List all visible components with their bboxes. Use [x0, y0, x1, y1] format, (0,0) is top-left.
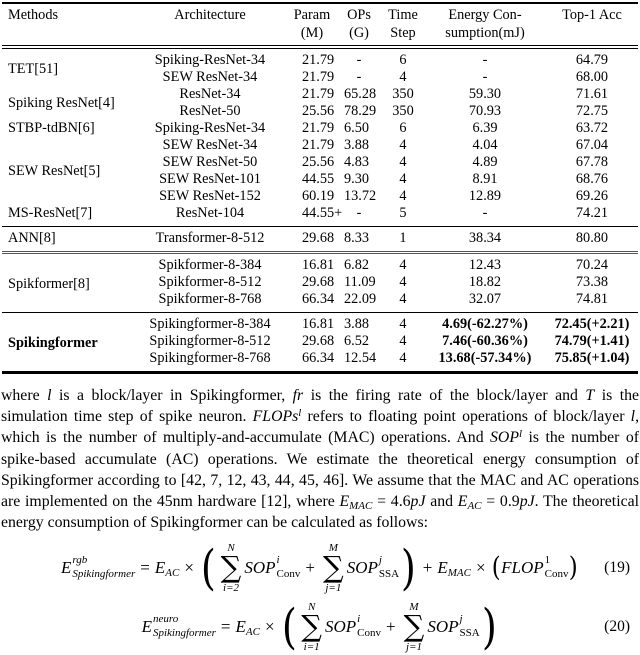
times-sign: × — [184, 557, 194, 577]
acc-cell: 67.04 — [575, 137, 609, 153]
sum-upper-limit: N — [307, 600, 316, 613]
ops-cell: 65.28 — [344, 86, 377, 102]
arch-cell: Transformer-8-512 — [155, 230, 265, 246]
energy-cell: 6.39 — [472, 120, 498, 136]
energy-term-neuro — [142, 613, 216, 641]
math-superscript: j — [378, 554, 382, 567]
table-section-spikingformer — [2, 313, 638, 373]
col-header-time-line1: Time — [388, 7, 418, 23]
sop-conv-term — [244, 554, 300, 582]
table-row — [2, 47, 638, 69]
math-superscript: l — [519, 428, 523, 441]
equation-20 — [0, 599, 640, 655]
math-var: E — [154, 557, 166, 577]
col-header-energy — [424, 3, 546, 47]
text-run: is the firing rate of the block/layer and — [303, 387, 586, 404]
acc-cell: 80.80 — [575, 230, 609, 246]
table-row — [2, 313, 638, 334]
sum-lower-limit: i=1 — [303, 640, 320, 653]
energy-cell: 7.46(-60.36%) — [442, 333, 528, 349]
acc-cell: 71.61 — [575, 86, 609, 102]
energy-cell: 18.82 — [468, 274, 502, 290]
math-var: pJ — [519, 492, 535, 510]
math-subscript: Spikingformer — [152, 626, 216, 639]
param-cell: 60.19 — [302, 188, 335, 204]
sop-ssa-term — [427, 613, 479, 641]
text-run: is the number of spike-based accumulate (AC) operations. We estimate the theoretical energy consumption of Spikingformer according to [42, 7, 12, 43, 44, 45, 46]. We assume that the MAC and AC operations are implemented on the 45nm hardware [12], where — [1, 429, 639, 510]
acc-cell: 74.79(+1.41) — [554, 333, 630, 349]
math-var: E — [141, 616, 152, 636]
summation-conv — [221, 542, 242, 595]
acc-cell: 74.21 — [575, 205, 609, 221]
arch-cell: Spikformer-8-384 — [158, 257, 262, 273]
col-header-methods: Methods — [2, 3, 132, 47]
text-run: is the simulation time step of spike neuron. — [1, 387, 640, 425]
sigma-symbol: ∑ — [403, 609, 425, 644]
math-var: SOP — [490, 429, 519, 447]
table-header — [2, 3, 638, 47]
right-paren: ) — [400, 539, 416, 596]
param-cell: 66.34 — [302, 291, 335, 307]
text-run: = 4.6 — [372, 492, 411, 510]
timestep-cell: 4 — [399, 316, 407, 332]
ops-cell: - — [356, 69, 362, 85]
method-cell: SEW ResNet[5] — [8, 162, 101, 179]
eac-term — [236, 617, 260, 637]
ops-cell: 6.50 — [344, 120, 370, 136]
method-cell: Spiking ResNet[4] — [8, 94, 115, 111]
math-var: FLOP — [501, 557, 544, 577]
math-var: l — [630, 407, 636, 425]
math-var: E — [457, 492, 468, 510]
col-header-param-line2: (M) — [300, 25, 324, 41]
results-table — [2, 2, 638, 374]
energy-cell: 32.07 — [468, 291, 502, 307]
math-var: fr — [292, 387, 304, 404]
timestep-cell: 1 — [399, 230, 407, 246]
energy-cell: 4.69(-62.27%) — [442, 316, 528, 332]
math-var: l — [47, 387, 52, 404]
table-row — [2, 86, 638, 103]
ops-cell: 3.88 — [344, 137, 370, 153]
energy-cell: 12.43 — [468, 257, 502, 273]
summation-ssa — [404, 601, 425, 654]
timestep-cell: 4 — [399, 154, 407, 170]
timestep-cell: 6 — [399, 120, 407, 136]
math-superscript: i — [357, 613, 361, 626]
param-cell: 29.68 — [302, 274, 335, 290]
sum-upper-limit: N — [227, 541, 235, 554]
math-subscript: SSA — [459, 626, 480, 639]
col-header-param — [288, 3, 336, 47]
math-var: E — [235, 616, 246, 636]
energy-cell: 38.34 — [468, 230, 502, 246]
acc-cell: 73.38 — [575, 274, 609, 290]
sigma-symbol: ∑ — [220, 550, 242, 585]
text-run: = 0.9 — [481, 492, 520, 510]
paper-page — [0, 2, 640, 655]
sop-conv-term — [325, 613, 381, 641]
math-subscript: Conv — [357, 626, 382, 639]
math-var: E — [437, 557, 448, 577]
ops-cell: - — [356, 205, 362, 221]
ops-cell: 6.52 — [344, 333, 370, 349]
equals-sign: = — [140, 557, 150, 577]
acc-cell: 69.26 — [575, 188, 609, 204]
param-cell: 29.68 — [302, 333, 335, 349]
summation-ssa — [323, 542, 344, 595]
timestep-cell: 4 — [399, 188, 407, 204]
eac-term — [155, 558, 179, 578]
energy-term-rgb — [61, 554, 135, 582]
col-header-acc: Top-1 Acc — [546, 3, 638, 47]
sum-lower-limit: j=1 — [405, 640, 422, 653]
table-section-resnets — [2, 47, 638, 227]
math-subscript: Conv — [276, 567, 301, 580]
timestep-cell: 4 — [399, 69, 407, 85]
param-cell: 44.55+ — [302, 205, 343, 221]
summation-conv — [301, 601, 322, 654]
table-row — [2, 253, 638, 275]
timestep-cell: 4 — [399, 137, 407, 153]
arch-cell: Spikingformer-8-512 — [149, 333, 271, 349]
math-var: SOP — [427, 616, 459, 636]
param-cell: 16.81 — [302, 257, 335, 273]
emac-term — [437, 558, 471, 578]
math-subscript: AC — [165, 566, 180, 579]
acc-cell: 67.78 — [575, 154, 609, 170]
arch-cell: SEW ResNet-34 — [162, 137, 258, 153]
ops-cell: 78.29 — [344, 103, 377, 119]
text-run: is a block/layer in Spikingformer, — [51, 387, 293, 404]
arch-cell: SEW ResNet-152 — [159, 188, 261, 204]
col-header-timestep — [382, 3, 424, 47]
acc-cell: 63.72 — [575, 120, 609, 136]
timestep-cell: 350 — [392, 86, 414, 102]
equation-19 — [0, 537, 640, 599]
math-var: T — [585, 387, 595, 404]
arch-cell: Spiking-ResNet-34 — [154, 52, 266, 68]
energy-cell: 4.89 — [472, 154, 498, 170]
arch-cell: SEW ResNet-50 — [162, 154, 258, 170]
timestep-cell: 4 — [399, 291, 407, 307]
energy-cell: - — [482, 205, 488, 221]
energy-cell: - — [482, 69, 488, 85]
math-subscript: Spikingformer — [72, 567, 136, 580]
col-header-ops-line2: (G) — [349, 25, 369, 41]
param-cell: 21.79 — [302, 86, 335, 102]
param-cell: 21.79 — [302, 137, 335, 153]
left-paren: ( — [281, 598, 297, 655]
math-superscript: i — [276, 554, 280, 567]
math-var: SOP — [325, 616, 357, 636]
energy-cell: 59.30 — [468, 86, 502, 102]
arch-cell: ResNet-104 — [175, 205, 245, 221]
math-superscript: rgb — [72, 554, 88, 567]
timestep-cell: 4 — [399, 333, 407, 349]
ops-cell: 11.09 — [344, 274, 376, 290]
timestep-cell: 6 — [399, 52, 407, 68]
param-cell: 16.81 — [302, 316, 335, 332]
times-sign: × — [264, 616, 275, 636]
plus-sign: + — [422, 557, 433, 577]
timestep-cell: 4 — [399, 257, 407, 273]
ops-cell: 13.72 — [344, 188, 377, 204]
arch-cell: Spiking-ResNet-34 — [154, 120, 266, 136]
ops-cell: 4.83 — [344, 154, 370, 170]
param-cell: 21.79 — [302, 52, 335, 68]
arch-cell: SEW ResNet-101 — [159, 171, 261, 187]
method-cell: TET[51] — [8, 60, 59, 77]
arch-cell: SEW ResNet-34 — [162, 69, 258, 85]
body-paragraph — [1, 386, 639, 534]
math-var: E — [60, 557, 72, 577]
acc-cell: 64.79 — [575, 52, 609, 68]
math-var: E — [339, 492, 350, 510]
text-run: refers to floating point operations of block/layer — [301, 407, 631, 425]
energy-cell: - — [482, 52, 488, 68]
param-cell: 21.79 — [302, 120, 335, 136]
param-cell: 29.68 — [302, 230, 335, 246]
table-row — [2, 120, 638, 137]
table-row — [2, 205, 638, 227]
left-paren: ( — [200, 539, 216, 596]
param-cell: 21.79 — [302, 69, 335, 85]
energy-cell: 12.89 — [468, 188, 502, 204]
math-var: FLOPs — [252, 407, 299, 425]
math-var: pJ — [410, 492, 426, 510]
right-paren: ) — [569, 552, 579, 584]
arch-cell: Spikformer-8-512 — [158, 274, 262, 290]
method-cell: ANN[8] — [8, 230, 56, 246]
timestep-cell: 5 — [399, 205, 407, 221]
timestep-cell: 4 — [399, 274, 407, 290]
equals-sign: = — [220, 616, 231, 636]
param-cell: 44.55 — [302, 171, 335, 187]
table-section-spikformer — [2, 253, 638, 313]
ops-cell: - — [356, 52, 362, 68]
acc-cell: 68.00 — [575, 69, 609, 85]
arch-cell: ResNet-50 — [179, 103, 241, 119]
table-section-ann — [2, 227, 638, 253]
right-paren: ) — [481, 598, 497, 655]
math-superscript: neuro — [152, 613, 179, 626]
equation-number: (19) — [604, 558, 630, 576]
acc-cell: 75.85(+1.04) — [554, 350, 630, 366]
acc-cell: 70.24 — [575, 257, 609, 273]
timestep-cell: 4 — [399, 350, 407, 366]
col-header-param-line1: Param — [293, 7, 331, 23]
math-superscript: l — [298, 406, 302, 419]
times-sign: × — [476, 557, 486, 577]
acc-cell: 68.76 — [575, 171, 609, 187]
math-subscript: AC — [245, 625, 260, 638]
method-cell: STBP-tdBN[6] — [8, 120, 95, 136]
math-var: SOP — [244, 557, 276, 577]
sum-lower-limit: j=1 — [325, 581, 342, 594]
param-cell: 25.56 — [302, 154, 335, 170]
arch-cell: Spikingformer-8-384 — [149, 316, 271, 332]
sigma-symbol: ∑ — [301, 609, 322, 644]
acc-cell: 74.81 — [575, 291, 609, 307]
ops-cell: 3.88 — [344, 316, 370, 332]
math-subscript: SSA — [378, 567, 400, 580]
math-superscript: 1 — [544, 554, 551, 567]
method-cell: MS-ResNet[7] — [8, 205, 93, 221]
text-run: and — [425, 492, 458, 510]
energy-cell: 13.68(-57.34%) — [438, 350, 532, 366]
sigma-symbol: ∑ — [322, 550, 344, 585]
col-header-time-line2: Step — [390, 25, 416, 41]
plus-sign: + — [305, 557, 315, 577]
param-cell: 66.34 — [302, 350, 335, 366]
ops-cell: 8.33 — [344, 230, 370, 246]
method-cell: Spikformer[8] — [8, 276, 90, 292]
acc-cell: 72.45(+2.21) — [554, 316, 630, 332]
col-header-energy-line2: sumption(mJ) — [445, 25, 525, 41]
sop-ssa-term — [347, 554, 399, 582]
acc-cell: 72.75 — [575, 103, 609, 119]
math-var: SOP — [346, 557, 378, 577]
ops-cell: 12.54 — [344, 350, 377, 366]
math-subscript: AC — [467, 499, 482, 512]
text-run: where — [1, 387, 48, 404]
sum-lower-limit: i=2 — [223, 581, 240, 594]
plus-sign: + — [386, 616, 396, 636]
ops-cell: 22.09 — [344, 291, 377, 307]
col-header-ops-line1: OPs — [347, 7, 371, 23]
arch-cell: ResNet-34 — [179, 86, 241, 102]
param-cell: 25.56 — [302, 103, 335, 119]
math-subscript: MAC — [447, 566, 471, 579]
method-cell: Spikingformer — [8, 335, 98, 351]
arch-cell: Spikformer-8-768 — [158, 291, 262, 307]
text-run: . The theoretical energy consumption of Spikingformer can be calculated as follows: — [1, 492, 639, 532]
text-run: , which is the number of multiply-and-accumulate (MAC) operations. And — [1, 407, 640, 447]
flop-term — [501, 554, 568, 582]
energy-cell: 4.04 — [472, 137, 498, 153]
math-subscript: MAC — [349, 499, 373, 512]
timestep-cell: 350 — [392, 103, 414, 119]
math-superscript: j — [459, 613, 463, 626]
left-paren: ( — [491, 552, 501, 584]
equation-number: (20) — [604, 617, 630, 635]
col-header-ops — [336, 3, 382, 47]
col-header-architecture: Architecture — [132, 3, 288, 47]
arch-cell: Spikingformer-8-768 — [149, 350, 271, 366]
timestep-cell: 4 — [399, 171, 407, 187]
energy-cell: 70.93 — [468, 103, 502, 119]
energy-cell: 8.91 — [472, 171, 498, 187]
ops-cell: 6.82 — [344, 257, 370, 273]
sum-upper-limit: M — [409, 600, 419, 613]
table-row — [2, 227, 638, 253]
math-subscript: Conv — [544, 567, 569, 580]
sum-upper-limit: M — [328, 541, 338, 554]
table-row — [2, 137, 638, 154]
ops-cell: 9.30 — [344, 171, 370, 187]
col-header-energy-line1: Energy Con- — [448, 7, 522, 23]
